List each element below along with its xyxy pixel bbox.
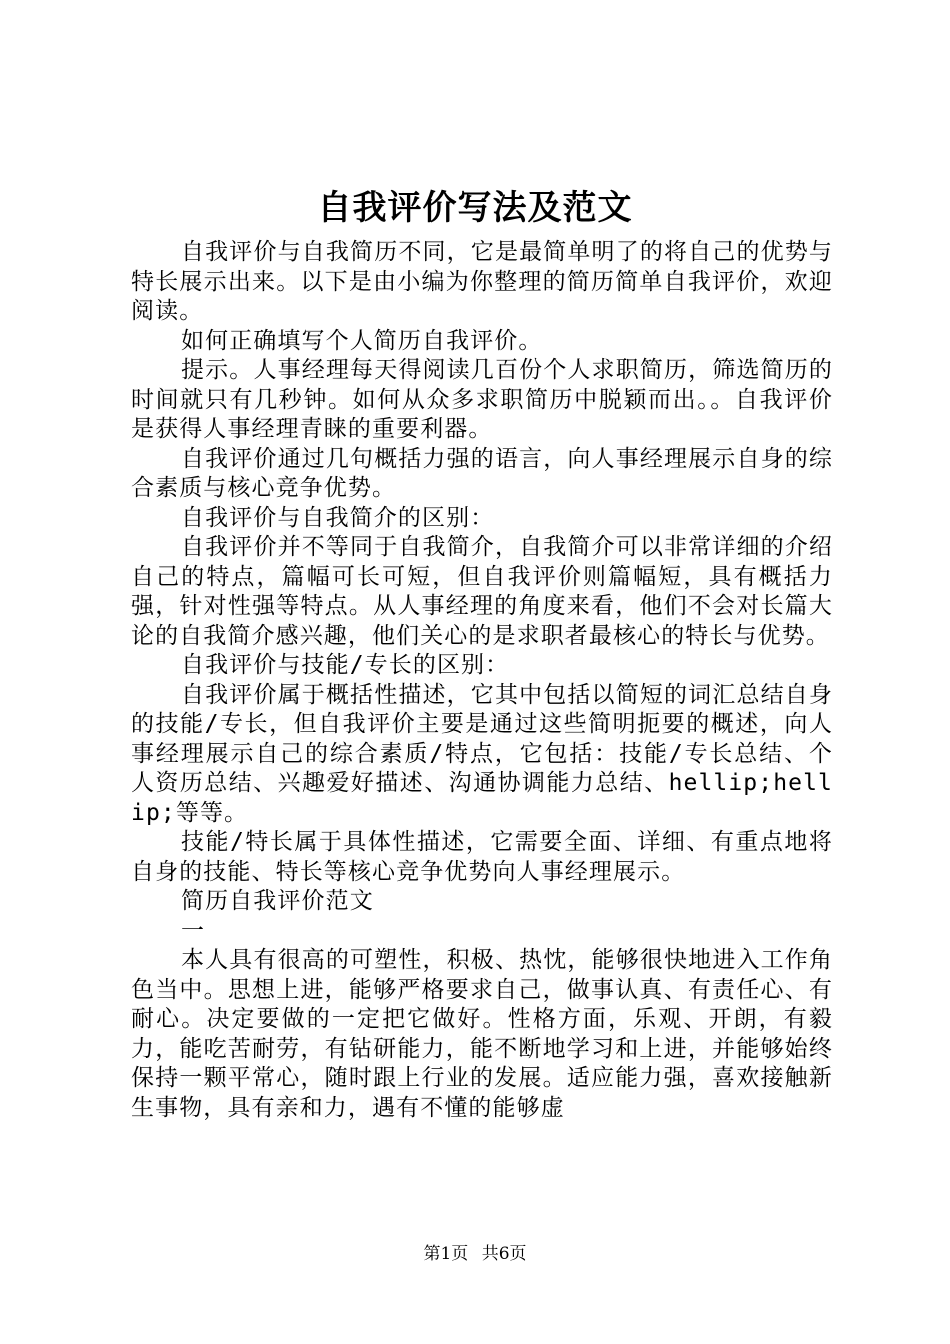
page-footer	[0, 1242, 950, 1266]
paragraph: 自我评价属于概括性描述，它其中包括以简短的词汇总结自身的技能/专长，但自我评价主要是通过这些简明扼要的概述，向人事经理展示自己的综合素质/特点，它包括：技能/专长总结、个人资历总结、兴趣爱好描述、沟通协调能力总结、hellip;hellip;等等。	[131, 681, 833, 826]
paragraph: 提示。人事经理每天得阅读几百份个人求职简历，筛选简历的时间就只有几秒钟。如何从众多求职简历中脱颖而出。。自我评价是获得人事经理青睐的重要利器。	[131, 357, 833, 442]
paragraph: 自我评价通过几句概括力强的语言，向人事经理展示自身的综合素质与核心竞争优势。	[131, 445, 833, 501]
paragraph: 自我评价与自我简历不同，它是最简单明了的将自己的优势与特长展示出来。以下是由小编为你整理的简历简单自我评价，欢迎阅读。	[131, 239, 833, 324]
paragraph: 自我评价与自我简介的区别：	[181, 504, 495, 531]
paragraph: 自我评价并不等同于自我简介，自我简介可以非常详细的介绍自己的特点，篇幅可长可短，但自我评价则篇幅短，具有概括力强，针对性强等特点。从人事经理的角度来看，他们不会对长篇大论的自我简介感兴趣，他们关心的是求职者最核心的特长与优势。	[131, 534, 833, 649]
paragraph: 本人具有很高的可塑性，积极、热忱，能够很快地进入工作角色当中。思想上进，能够严格要求自己，做事认真、有责任心、有耐心。决定要做的一定把它做好。性格方面，乐观、开朗，有毅力，能吃苦耐劳，有钻研能力，能不断地学习和上进，并能够始终保持一颗平常心，随时跟上行业的发展。适应能力强，喜欢接触新生事物，具有亲和力，遇有不懂的能够虚	[131, 947, 833, 1121]
paragraph: 一	[181, 917, 206, 944]
page-total: 共6页	[481, 1244, 527, 1264]
document-title: 自我评价写法及范文	[317, 188, 633, 228]
paragraph: 自我评价与技能/专长的区别：	[181, 652, 510, 678]
paragraph: 技能/特长属于具体性描述，它需要全面、详细、有重点地将自身的技能、特长等核心竞争优势向人事经理展示。	[131, 829, 833, 885]
paragraph: 简历自我评价范文	[181, 888, 374, 914]
page-number: 第1页	[423, 1244, 469, 1264]
document-body	[131, 238, 833, 1123]
paragraph: 如何正确填写个人简历自我评价。	[181, 327, 543, 354]
